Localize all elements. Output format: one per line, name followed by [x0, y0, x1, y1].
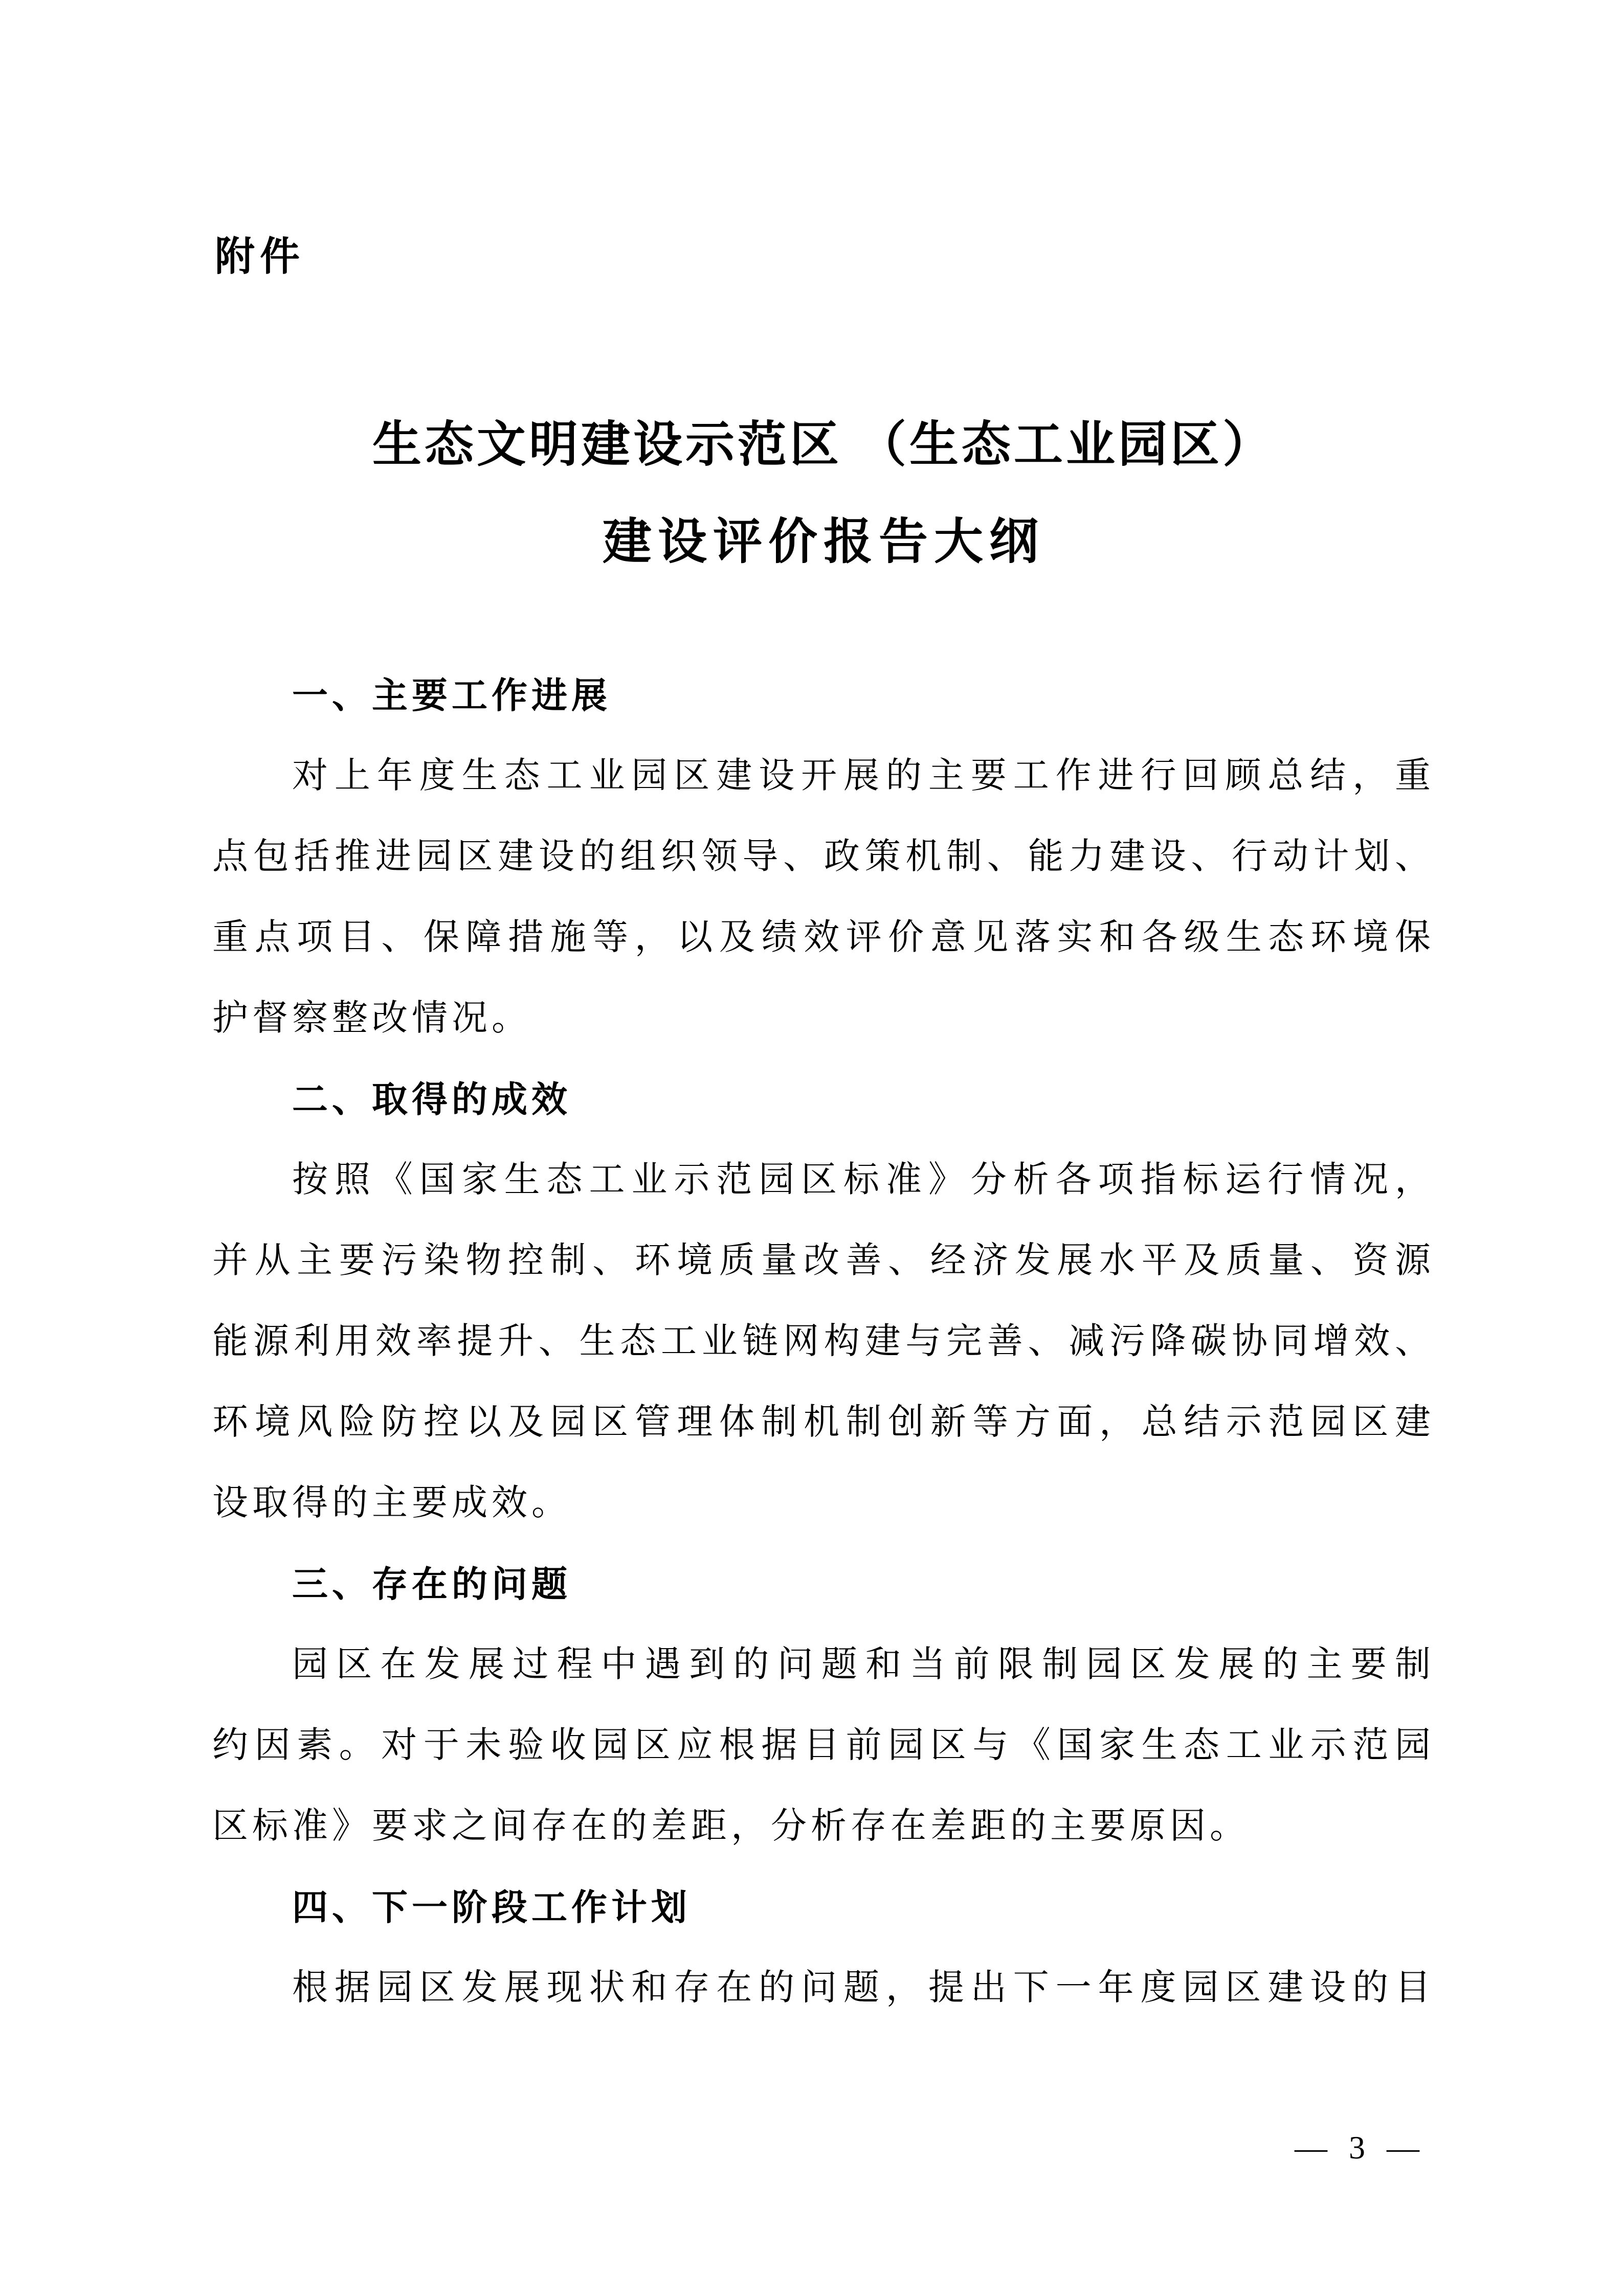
- page-number: [1295, 2131, 1419, 2164]
- body-line: 并从主要污染物控制、环境质量改善、经济发展水平及质量、资源: [212, 1241, 1435, 1280]
- body-line: 环境风险防控以及园区管理体制机制创新等方面，总结示范园区建: [212, 1403, 1435, 1442]
- body-line: 约因素。对于未验收园区应根据目前园区与《国家生态工业示范园: [212, 1726, 1435, 1765]
- page-number-value: 3: [1349, 2129, 1365, 2166]
- section-heading: 三、存在的问题: [292, 1564, 571, 1604]
- body-line: 区标准》要求之间存在的差距，分析存在差距的主要原因。: [212, 1807, 1250, 1846]
- page-number-dash-left: —: [1295, 2129, 1327, 2166]
- section-heading: 一、主要工作进展: [292, 676, 611, 715]
- body-line: 重点项目、保障措施等，以及绩效评价意见落实和各级生态环境保: [212, 918, 1435, 957]
- body-line: 对上年度生态工业园区建设开展的主要工作进行回顾总结，重: [292, 756, 1435, 796]
- body-line: 根据园区发展现状和存在的问题，提出下一年度园区建设的目: [292, 1968, 1435, 2008]
- document-title: [212, 396, 1435, 591]
- document-body: [212, 655, 1435, 2029]
- title-line-2: 建设评价报告大纲: [603, 514, 1044, 569]
- title-line-1: 生态文明建设示范区 （生态工业园区）: [372, 417, 1275, 472]
- body-line: 能源利用效率提升、生态工业链网构建与完善、减污降碳协同增效、: [212, 1322, 1435, 1361]
- body-line: 点包括推进园区建设的组织领导、政策机制、能力建设、行动计划、: [212, 837, 1435, 876]
- section-heading: 四、下一阶段工作计划: [292, 1887, 691, 1927]
- body-line: 护督察整改情况。: [212, 999, 531, 1038]
- page-number-dash-right: —: [1387, 2129, 1419, 2166]
- body-line: 按照《国家生态工业示范园区标准》分析各项指标运行情况，: [292, 1160, 1435, 1200]
- body-line: 设取得的主要成效。: [212, 1483, 571, 1523]
- body-line: 园区在发展过程中遇到的问题和当前限制园区发展的主要制: [292, 1645, 1435, 1684]
- section-heading: 二、取得的成效: [292, 1079, 571, 1119]
- attachment-label: 附件: [215, 234, 305, 279]
